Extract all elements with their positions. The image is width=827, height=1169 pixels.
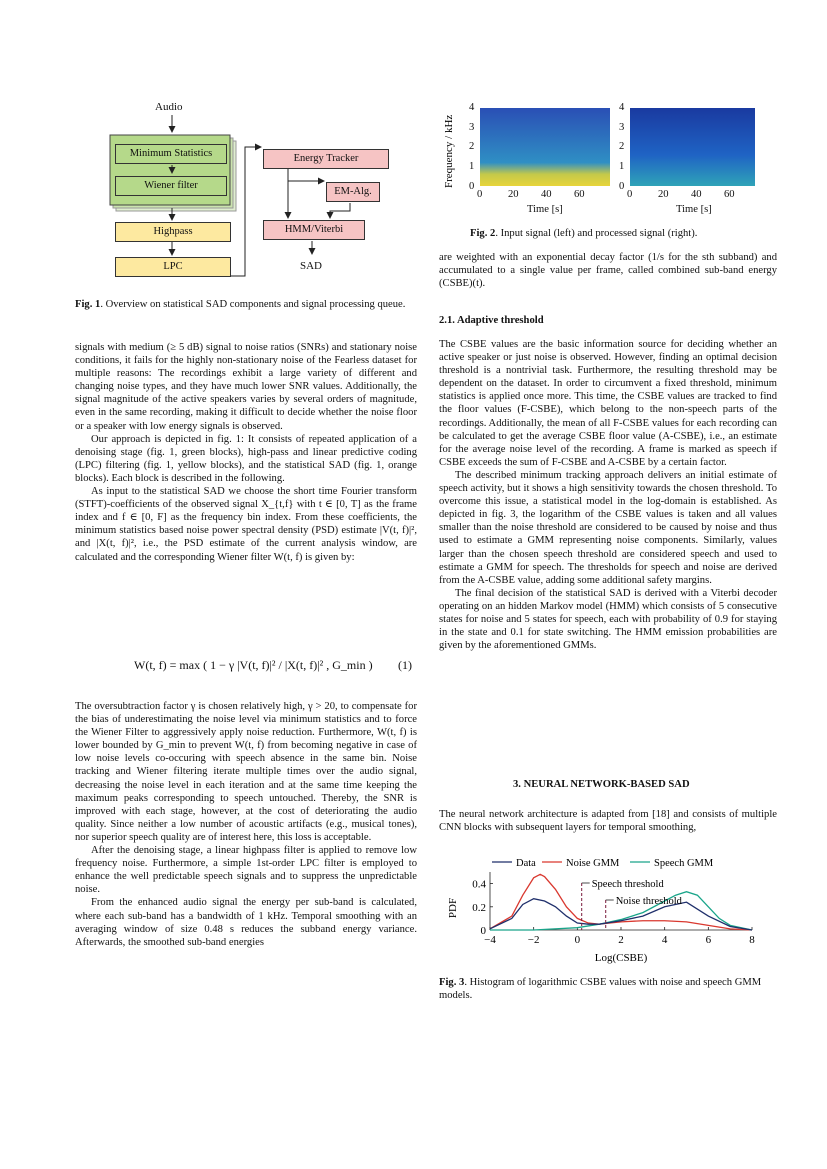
x-tick-label: 8 [749,934,755,946]
fig1-caption [75,298,417,311]
fig2-ytick: 1 [469,161,475,172]
right-para-1: The CSBE values are the basic information source for deciding whether an active speaker or just noise is observed. However, finding an optimal decision threshold is a nontrivial task. Furthermore, the resulting threshold may be dependent on the dataset. In order to circumvent a fixed threshold, minimum statistics is applied once more. This time, the CSBE values are tracked to find the floor values (F-CSBE), which belong to the non-speech parts of the recordings. Additionally, the mean of all F-CSBE values for each recording can be calculated to get the average CSBE floor value (A-CSBE), i.e., an estimate for the average noise level of the recording. A frame is marked as speech if CSBE exceeds the sum of F-CSBE and A-CSBE by a certain factor. [439,339,777,468]
fig1-sad-label: SAD [300,260,323,272]
fig2-xtick: 20 [658,189,669,200]
y-tick-label: 0.4 [472,878,486,891]
equation-1-number: (1) [398,658,412,672]
fig2-caption-text: . Input signal (left) and processed signal (right). [495,228,698,239]
fig2-ytick: 1 [619,161,625,172]
x-tick-label: −2 [527,934,540,946]
left-para-1: signals with medium (≥ 5 dB) signal to noise ratios (SNRs) and stationary noise conditions, it fails for the highly non-stationary noise of the Fearless dataset for multiple reasons: The recordings exhibit a large variety of different and changing noise types, and they have much lower SNR values. Additionally, the signal magnitude of the active speakers varies by several orders of magnitude, even in the same recording, making it difficult to decide whether the noise floor or a speaker with low energy signals is observed. [75,342,417,432]
y-axis-label: PDF [447,897,459,919]
left-para-6: From the enhanced audio signal the energy per sub-band is calculated, where each sub-band has a bandwidth of 1 kHz. Temporal smoothing with an averaging window of size 0.48 s reduces the subband energy variance. Afterwards, the smoothed sub-band energies [75,897,417,948]
fig2-ytick: 4 [619,102,625,113]
fig2-xtick: 20 [508,189,519,200]
fig1-energy-tracker: Energy Tracker [263,149,389,169]
fig2-xtick: 60 [574,189,585,200]
fig1-em-alg: EM-Alg. [326,182,380,202]
x-tick-label: 4 [661,934,668,946]
x-tick-label: 0 [574,934,581,946]
y-tick-label: 0 [480,925,486,937]
fig2-ytick: 0 [619,181,625,192]
fig1-hmm-viterbi: HMM/Viterbi [263,220,365,240]
section-2-1-heading: 2.1. Adaptive threshold [439,315,544,326]
legend-label: Speech GMM [654,858,714,869]
right-para-4: The neural network architecture is adapted from [18] and consists of multiple CNN blocks with subsequent layers for temporal smoothing, [439,809,777,834]
equation-1: W(t, f) = max ( 1 − γ |V(t, f)|² / |X(t, f)|² , G_min ) [134,658,373,672]
legend-label: Noise GMM [566,858,620,869]
left-para-5: After the denoising stage, a linear highpass filter is applied to remove low frequency noise. Furthermore, a simple 1st-order LPC filter is employed to enhance the well predictable speech signals and to suppress the unpredictable noise. [75,845,417,896]
y-tick-label: 0.2 [472,901,486,914]
threshold-label: Noise threshold [615,896,682,907]
right-column-mid [439,338,777,652]
fig2-ytick: 4 [469,102,475,113]
fig2-ylabel: Frequency / kHz [443,114,455,188]
fig3-caption-text: . Histogram of logarithmic CSBE values with noise and speech GMM models. [439,977,762,1002]
left-para-3: As input to the statistical SAD we choose the short time Fourier transform (STFT)-coefficients of the observed signal X_{t,f} with t ∈ [0, T] as the frame index and f ∈ [0, F] as the frequency bin index. From these coefficients, the minimum statistics based noise power spectral density (PSD) estimate |V(t, f)|², and |X(t, f)|², i.e., the PSD estimate of the current analysis window, are calculated and the corresponding Wiener filter W(t, f) is given by: [75,486,417,563]
fig2-caption-label: Fig. 2 [470,228,496,239]
fig2-spectrograms [440,98,760,223]
right-para-2: The described minimum tracking approach delivers an initial estimate of speech activity, but it shows a high sensitivity towards the chosen threshold. To overcome this issue, a statistical model in the log-domain is established. As depicted in fig. 3, the logarithm of the CSBE values is taken and all values smaller than the noise threshold are considered to be caused by noise and thus used to estimate a GMM representing noise components. Similarly, values larger than the chosen speech threshold are considered speech and used to estimate a GMM for speech. The thresholds for speech and noise are derived from the A-CSBE value, adding some additional safety margins. [439,469,777,586]
fig1-minimum-statistics: Minimum Statistics [115,144,227,164]
fig2-ytick: 3 [619,122,625,133]
legend-label: Data [516,858,536,869]
x-tick-label: 2 [618,934,624,946]
fig3-chart [440,850,780,975]
fig1-wiener-filter: Wiener filter [115,176,227,196]
spectrogram-processed [630,108,755,186]
fig2-xtick: 0 [477,189,483,200]
fig2-xtick: 40 [691,189,702,200]
section-3-heading: 3. NEURAL NETWORK-BASED SAD [513,779,690,790]
fig2-xlabel: Time [s] [527,204,563,215]
right-column-bottom [439,808,777,834]
fig2-xtick: 40 [541,189,552,200]
threshold-label: Speech threshold [591,879,664,890]
fig2-caption [470,227,697,240]
fig2-ytick: 0 [469,181,475,192]
left-para-2: Our approach is depicted in fig. 1: It consists of repeated application of a denoising stage (fig. 1, green blocks), high-pass and linear predictive coding (LPC) filtering (fig. 1, yellow blocks), and the statistical SAD (fig. 1, orange blocks). Each block is described in the following. [75,433,417,484]
fig2-xtick: 0 [627,189,633,200]
fig1-highpass: Highpass [115,222,231,242]
fig2-xtick: 60 [724,189,735,200]
fig1-audio-label: Audio [155,101,183,113]
fig2-ytick: 2 [619,141,625,152]
x-tick-label: −4 [484,934,496,946]
fig3-caption [439,976,777,1002]
fig1-lpc: LPC [115,257,231,277]
fig1-caption-label: Fig. 1 [75,299,101,310]
left-column-lower [75,700,417,949]
right-para-0: are weighted with an exponential decay factor (1/s for the sth subband) and accumulated to a single value per frame, called combined sub-band energy (CSBE)(t). [439,252,777,290]
x-tick-label: 6 [705,934,712,946]
left-column [75,341,417,564]
fig1-caption-text: . Overview on statistical SAD components and signal processing queue. [100,299,406,310]
right-column-top [439,251,777,290]
right-para-3: The final decision of the statistical SAD is derived with a Viterbi decoder operating on an hidden Markov model (HMM) which consists of 5 consecutive states for noise and 5 states for speech, each with probability of 0.9 for staying in the state and 0.1 for state switching. The HMM emission probabilities are given by the aforementioned GMMs. [439,587,777,652]
fig3-caption-label: Fig. 3 [439,977,465,988]
left-para-4: The oversubtraction factor γ is chosen relatively high, γ > 20, to compensate for the bias of underestimating the noise level via minimum statistics and to force the Wiener Filter to aggressively apply noise reduction. Furthermore, W(t, f) is lower bounded by G_min to prevent W(t, f) from becoming negative in case of low noise levels co-occuring with speech absence in the same bin. Noise tracking and Wiener filtering iterate multiple times over the audio signal, decreasing the noise level in each iteration and at the same time keeping the maximum peaks corresponding to speech untouched. Thereby, the SNR is improved with each stage, however, at the cost of deteriorating the audio quality. Since neither a low number of acoustic artifacts (e.g., musical tones), nor superior speech quality are of interest here, this loss is acceptable. [75,701,417,843]
fig2-ytick: 3 [469,122,475,133]
fig2-xlabel: Time [s] [676,204,712,215]
x-axis-label: Log(CSBE) [594,952,648,964]
spectrogram-input [480,108,610,186]
fig2-ytick: 2 [469,141,475,152]
